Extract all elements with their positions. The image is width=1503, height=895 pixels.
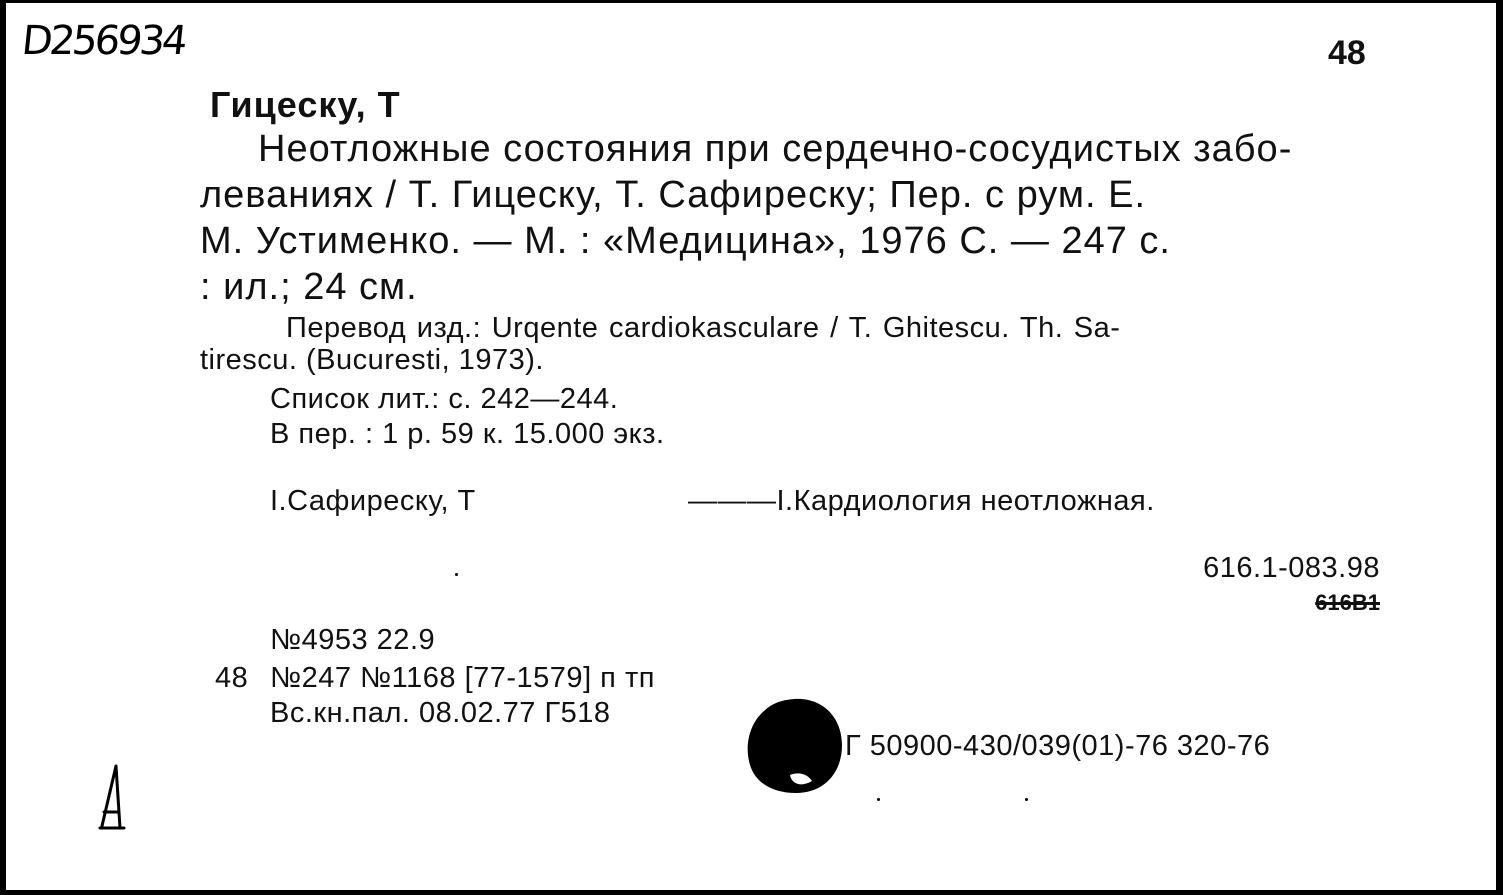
title-line: леваниях / Т. Гицеску, Т. Сафиреску; Пер. с рум. Е. bbox=[200, 174, 1147, 216]
service-line: №247 №1168 [77-1579] п тп bbox=[270, 662, 655, 694]
page-number: 48 bbox=[1328, 34, 1366, 72]
ink-blot bbox=[742, 695, 846, 797]
translation-note-cont: tirescu. (Bucuresti, 1973). bbox=[200, 344, 544, 376]
binding-price-note: В пер. : 1 р. 59 к. 15.000 экз. bbox=[270, 418, 665, 450]
author-heading: Гицеску, Т bbox=[210, 84, 401, 125]
title-line: М. Устименко. — М. : «Медицина», 1976 С. — 247 с. bbox=[200, 220, 1171, 262]
tracing-coauthor: I.Сафиреску, Т bbox=[270, 485, 476, 517]
old-classification-code: 616B1 bbox=[1315, 590, 1380, 615]
inventory-number: D256934 bbox=[19, 18, 187, 64]
bottom-code: Г 50900-430/039(01)-76 320-76 bbox=[845, 730, 1271, 762]
title-line: : ил.; 24 см. bbox=[200, 266, 418, 308]
udc-number: 616.1-083.98 bbox=[1203, 552, 1380, 584]
title-line: Неотложные состояния при сердечно-сосудистых забо- bbox=[258, 128, 1293, 170]
tracing-subject: ———I.Кардиология неотложная. bbox=[688, 485, 1155, 517]
translation-note: Перевод изд.: Urqente cardiokasculare / T. Ghitescu. Th. Sa- bbox=[286, 312, 1121, 344]
bibliography-note: Список лит.: с. 242—244. bbox=[270, 383, 619, 415]
service-line: Вс.кн.пал. 08.02.77 Г518 bbox=[270, 697, 611, 729]
speck bbox=[877, 798, 880, 801]
speck bbox=[455, 573, 458, 576]
signature-mark bbox=[96, 762, 130, 832]
service-line: №4953 22.9 bbox=[270, 624, 436, 656]
service-side-number: 48 bbox=[215, 662, 249, 694]
speck bbox=[1025, 798, 1028, 801]
